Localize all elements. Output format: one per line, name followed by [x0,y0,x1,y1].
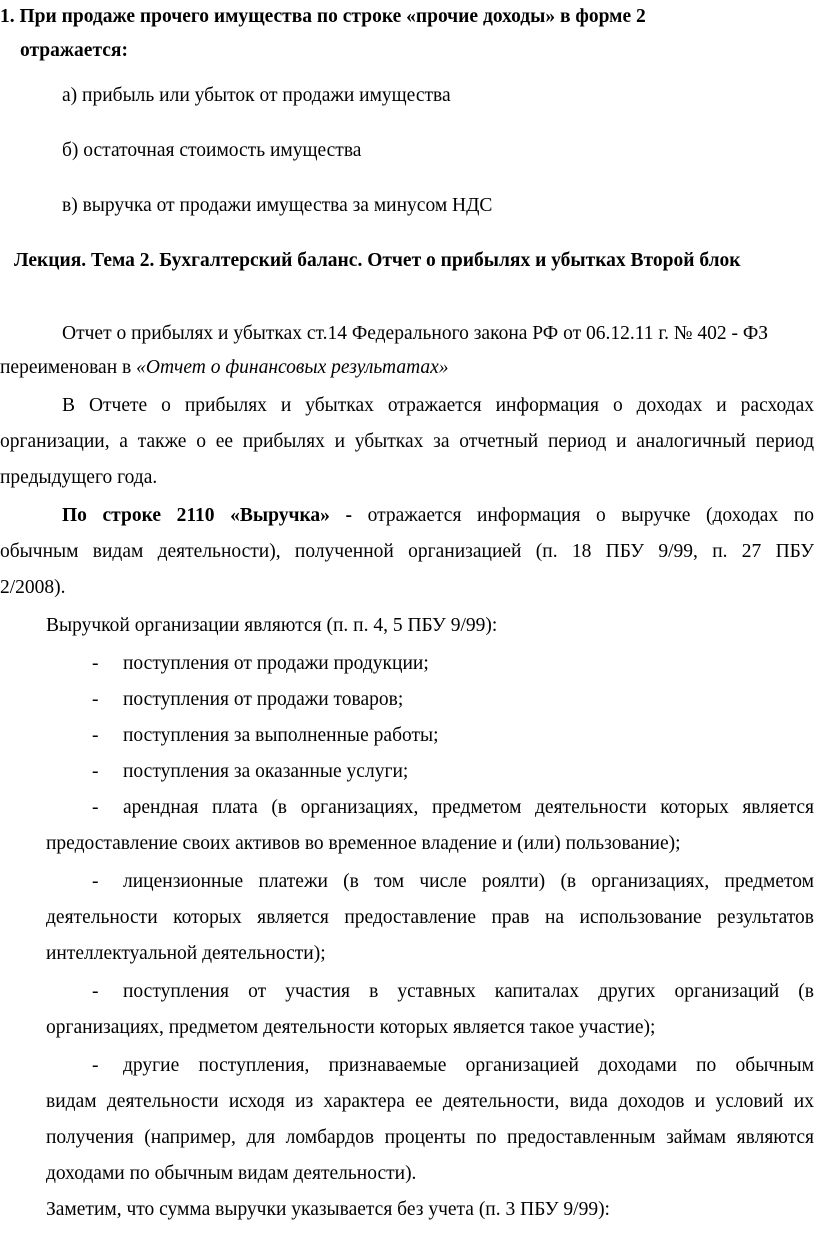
paragraph-3-line-3: 2/2008). [0,577,66,598]
list-item: поступления от участия в уставных капиталах других организаций (в [123,981,814,1002]
list-dash: - [92,981,99,1002]
lecture-heading: Лекция. Тема 2. Бухгалтерский баланс. Отчет о прибылях и убытках Второй блок [14,250,741,271]
revenue-intro: Выручкой организации являются (п. п. 4, 5 ПБУ 9/99): [46,615,498,636]
list-item: поступления от продажи товаров; [123,689,404,710]
option-a: а) прибыль или убыток от продажи имущества [62,85,451,106]
list-dash: - [92,797,99,818]
paragraph-1-line-1: Отчет о прибылях и убытках ст.14 Федерального закона РФ от 06.12.11 г. № 402 - ФЗ [62,323,769,344]
list-item-continuation: доходами по обычным видам деятельности). [46,1163,417,1184]
paragraph-1-line-2 [0,356,449,380]
report-new-name: «Отчет о финансовых результатах» [136,357,449,378]
list-item: поступления за оказанные услуги; [123,761,409,782]
closing-sentence: Заметим, что сумма выручки указывается без учета (п. 3 ПБУ 9/99): [46,1199,610,1220]
list-item-continuation: интеллектуальной деятельности); [46,943,326,964]
question-title-line2: отражается: [20,40,128,61]
paragraph-2-line-3: предыдущего года. [0,467,158,488]
option-b: б) остаточная стоимость имущества [62,140,362,161]
question-title-line1: 1. При продаже прочего имущества по строке «прочие доходы» в форме 2 [0,6,646,27]
list-item-continuation: предоставление своих активов во временное владение и (или) пользование); [46,833,681,854]
paragraph-2-line-2: организации, а также о ее прибылях и убытках за отчетный период и аналогичный период [0,431,814,452]
list-item: лицензионные платежи (в том числе роялти) (в организациях, предметом [123,871,814,892]
line-2110-label: По строке 2110 «Выручка» - [62,505,352,526]
list-dash: - [92,871,99,892]
list-dash: - [92,653,99,674]
list-item: поступления за выполненные работы; [123,725,439,746]
list-item: арендная плата (в организациях, предметом деятельности которых является [123,797,814,818]
list-dash: - [92,761,99,782]
option-c: в) выручка от продажи имущества за минусом НДС [62,195,493,216]
list-item-continuation: организациях, предметом деятельности которых является такое участие); [46,1017,656,1038]
paragraph-1-text: переименован в [0,357,137,378]
list-item: поступления от продажи продукции; [123,653,429,674]
list-dash: - [92,1055,99,1076]
list-dash: - [92,689,99,710]
line-2110-text: отражается информация о выручке (доходах по [367,505,814,526]
list-item: другие поступления, признаваемые организацией доходами по обычным [123,1055,814,1076]
paragraph-3-line-1 [62,504,814,528]
paragraph-2-line-1: В Отчете о прибылях и убытках отражается информация о доходах и расходах [62,395,814,416]
list-item-continuation: деятельности которых является предоставление прав на использование результатов [46,907,814,928]
list-item-continuation: получения (например, для ломбардов проценты по предоставленным займам являются [46,1127,814,1148]
list-item-continuation: видам деятельности исходя из характера ее деятельности, вида доходов и условий их [46,1091,814,1112]
list-dash: - [92,725,99,746]
paragraph-3-line-2: обычным видам деятельности), полученной организацией (п. 18 ПБУ 9/99, п. 27 ПБУ [0,541,814,562]
